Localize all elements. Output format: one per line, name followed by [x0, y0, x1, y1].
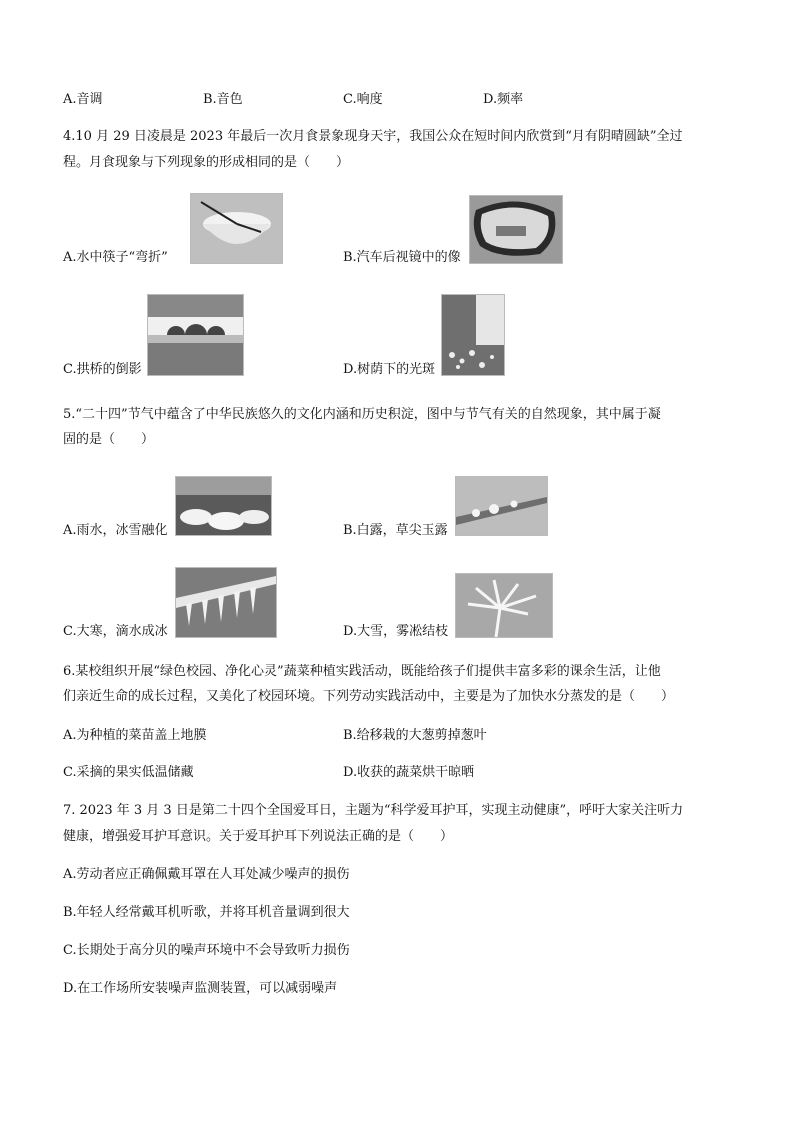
- q6-option-b: B.给移栽的大葱剪掉葱叶: [343, 728, 487, 743]
- q3-option-d: D.频率: [483, 92, 524, 107]
- q6-stem-line2: 们亲近生命的成长过程，又美化了校园环境。下列劳动实践活动中，主要是为了加快水分蒸发的是（ ）: [63, 689, 675, 704]
- q5-stem-line2: 固的是（ ）: [63, 432, 155, 447]
- q7-stem-line1: 7. 2023 年 3 月 3 日是第二十四个全国爱耳日，主题为“科学爱耳护耳，实现主动健康”，呼吁大家关注听力: [63, 803, 684, 818]
- arch-bridge-image: [147, 294, 244, 376]
- q4-stem-line1: 4.10 月 29 日凌晨是 2023 年最后一次月食景象现身天宇，我国公众在短时间内欣赏到“月有阴晴圆缺”全过: [63, 129, 683, 144]
- q7-stem-line2: 健康，增强爱耳护耳意识。关于爱耳护耳下列说法正确的是（ ）: [63, 829, 454, 844]
- q6-option-d: D.收获的蔬菜烘干晾晒: [343, 765, 475, 780]
- q5-stem-line1: 5.“二十四”节气中蕴含了中华民族悠久的文化内涵和历史积淀，图中与节气有关的自然现象，其中属于凝: [63, 407, 661, 422]
- rime-branches-image: [455, 573, 553, 638]
- q4-option-c: C.拱桥的倒影: [63, 362, 142, 377]
- q7-option-d: D.在工作场所安装噪声监测装置，可以减弱噪声: [63, 981, 338, 996]
- q4-option-a: A.水中筷子“弯折”: [63, 250, 168, 265]
- q3-option-b: B.音色: [203, 92, 243, 107]
- q4-stem-line2: 程。月食现象与下列现象的形成相同的是（ ）: [63, 155, 350, 170]
- q6-option-c: C.采摘的果实低温储藏: [63, 765, 194, 780]
- q6-stem-line1: 6.某校组织开展“绿色校园、净化心灵”蔬菜种植实践活动，既能给孩子们提供丰富多彩的课余生活，让他: [63, 664, 661, 679]
- rearview-mirror-image: [469, 195, 563, 264]
- q4-option-d: D.树荫下的光斑: [343, 362, 436, 377]
- melting-ice-image: [175, 476, 272, 536]
- q5-option-c: C.大寒，滴水成冰: [63, 624, 168, 639]
- q3-option-a: A.音调: [63, 92, 103, 107]
- q6-option-a: A.为种植的菜苗盖上地膜: [63, 728, 207, 743]
- q3-option-c: C.响度: [343, 92, 383, 107]
- chopstick-bowl-image: [190, 193, 283, 264]
- q7-option-b: B.年轻人经常戴耳机听歌，并将耳机音量调到很大: [63, 905, 350, 920]
- dew-on-grass-image: [455, 476, 548, 536]
- q4-option-b: B.汽车后视镜中的像: [343, 250, 461, 265]
- q7-option-a: A.劳动者应正确佩戴耳罩在人耳处减少噪声的损伤: [63, 867, 350, 882]
- icicles-image: [175, 567, 277, 638]
- q5-option-b: B.白露，草尖玉露: [343, 523, 448, 538]
- q5-option-a: A.雨水，冰雪融化: [63, 523, 168, 538]
- q5-option-d: D.大雪，雾凇结枝: [343, 624, 449, 639]
- tree-shadow-spots-image: [441, 294, 505, 376]
- q7-option-c: C.长期处于高分贝的噪声环境中不会导致听力损伤: [63, 943, 350, 958]
